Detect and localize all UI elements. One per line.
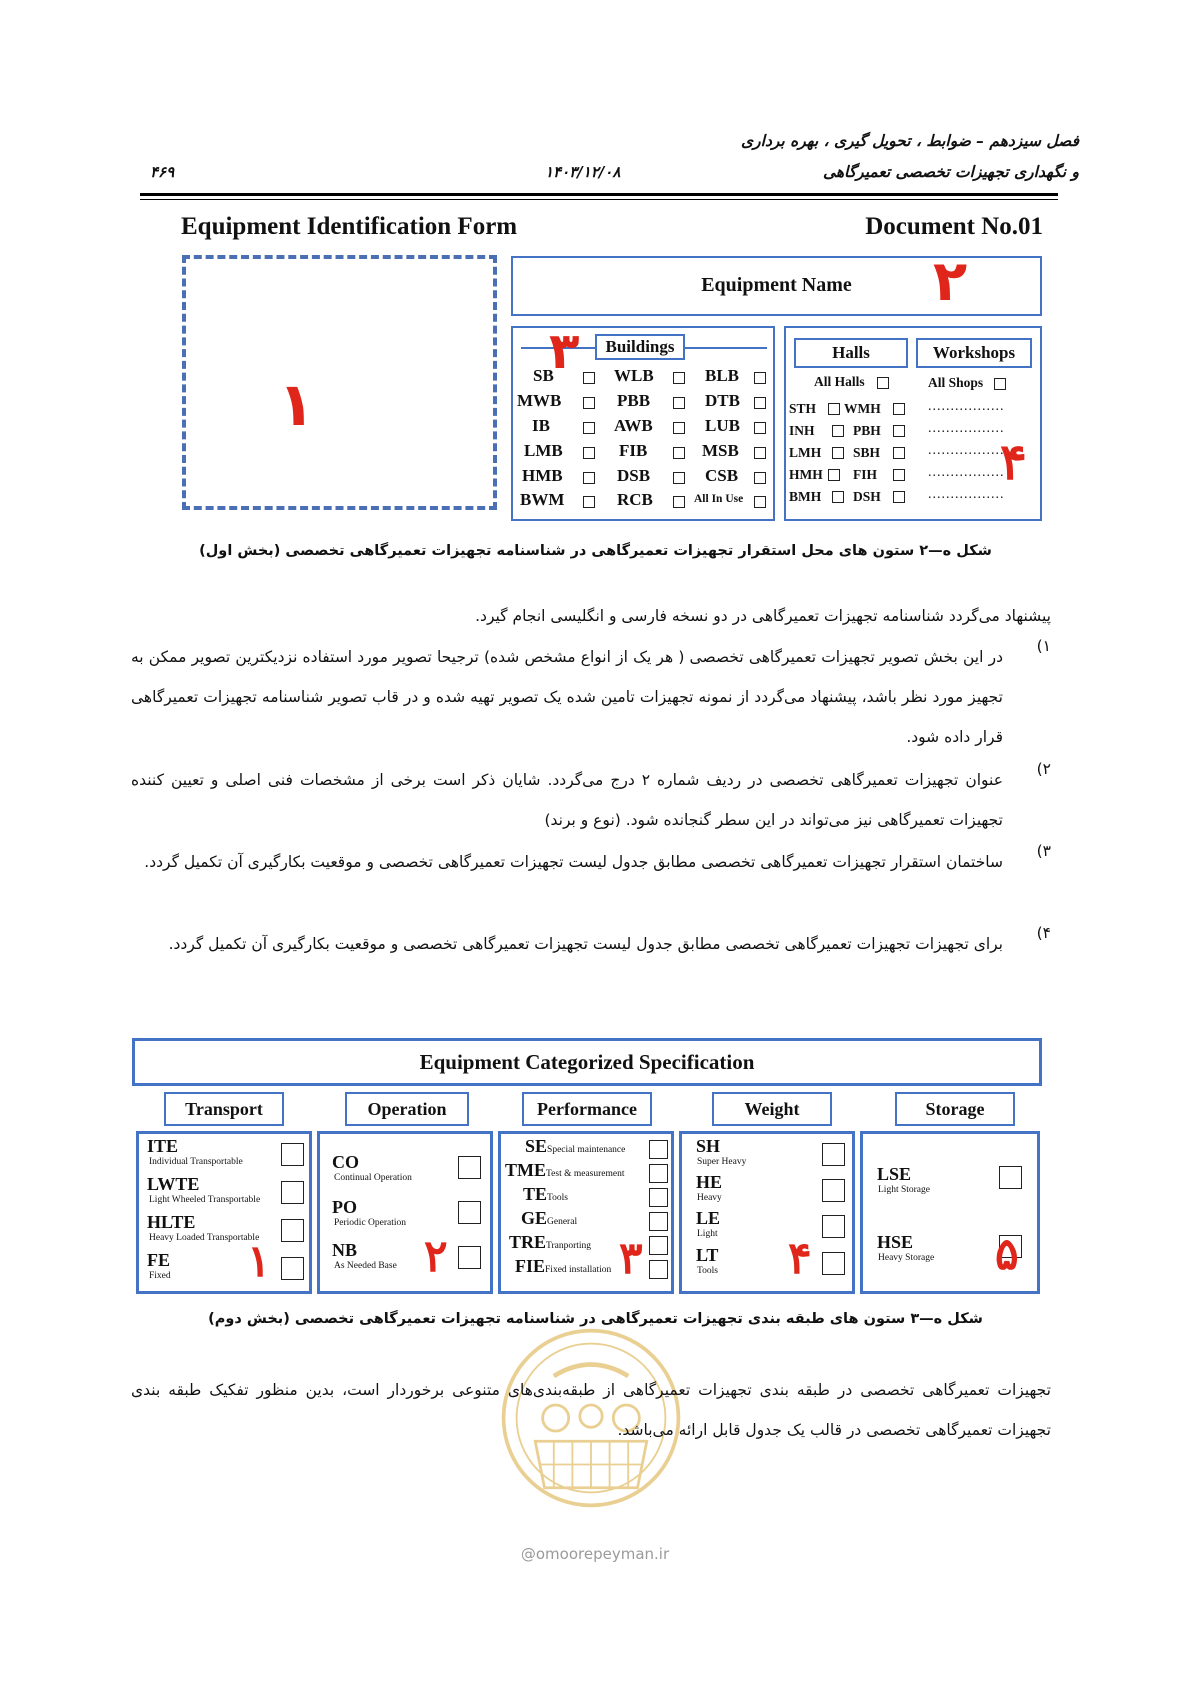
list-item-text: عنوان تجهیزات تعمیرگاهی تخصصی در ردیف شماره ۲ درج می‌گردد. شایان ذکر است برخی از مشخصات فنی اصلی و تعیین کننده تجهیزات تعمیرگاهی نیز می‌تواند در این سطر گنجانده شود. (نوع و برند) (131, 771, 1003, 829)
equipment-name-label: Equipment Name (701, 274, 852, 296)
marker-storage: ۵ (995, 1230, 1019, 1279)
hall-sbh-checkbox[interactable] (893, 447, 905, 459)
weight-box (679, 1131, 855, 1294)
all-shops: All Shops (928, 375, 984, 390)
checkbox-tme[interactable] (649, 1164, 668, 1183)
bld-dsb-checkbox[interactable] (673, 472, 685, 484)
code-lse: LSE (877, 1164, 912, 1184)
bld-pbb-checkbox[interactable] (673, 397, 685, 409)
desc-tre: Tranporting (546, 1241, 592, 1251)
desc-fie: Fixed installation (545, 1265, 612, 1275)
bld-ib: IB (532, 416, 550, 435)
code-fie: FIEFixed installation (515, 1256, 612, 1276)
tag-operation: Operation (345, 1092, 469, 1126)
checkbox-co[interactable] (458, 1156, 481, 1179)
hall-pbh-checkbox[interactable] (893, 425, 905, 437)
desc-lse: Light Storage (878, 1185, 930, 1195)
list-item-text: در این بخش تصویر تجهیزات تعمیرگاهی تخصصی ( هر یک از انواع مشخص شده) ترجیحا تصویر مورد استفاده نزدیکترین تصویر ممکن به تجهیز مورد نظر باشد، پیشنهاد می‌گردد از نمونه تجهیزات تامین شده یک تصویر تهیه شده و در قاب تصویر شناسنامه تجهیزات تعمیرگاهی قرار داده شود. (131, 648, 1003, 746)
code-le: LE (696, 1208, 721, 1228)
bld-msb: MSB (702, 441, 739, 460)
hall-dsh-checkbox[interactable] (893, 491, 905, 503)
workshop-line-4[interactable]: ................. (928, 465, 1005, 480)
code-te: TETools (523, 1184, 568, 1204)
desc-he: Heavy (697, 1193, 722, 1203)
hall-bmh-checkbox[interactable] (832, 491, 844, 503)
code-hlte: HLTE (147, 1212, 196, 1232)
spec-title: Equipment Categorized Specification (419, 1050, 755, 1074)
code-lwte: LWTE (147, 1174, 200, 1194)
code-fe: FE (147, 1250, 171, 1270)
bld-csb-checkbox[interactable] (754, 472, 766, 484)
list-item-text: ساختمان استقرار تجهیزات تعمیرگاهی تخصصی مطابق جدول لیست تجهیزات تعمیرگاهی تخصصی و موقعیت بکارگیری آن تکمیل گردد. (144, 853, 1003, 871)
code-lt: LT (696, 1245, 719, 1265)
desc-tme: Test & measurement (546, 1169, 625, 1179)
code-po: PO (332, 1197, 357, 1217)
bld-hmb-checkbox[interactable] (583, 472, 595, 484)
desc-sh: Super Heavy (697, 1157, 747, 1167)
workshop-line-2[interactable]: ................. (928, 421, 1005, 436)
workshops-tag: Workshops (916, 338, 1032, 368)
bld-pbb: PBB (617, 391, 651, 410)
marker-transport: ۱ (247, 1237, 271, 1286)
document-number: Document No.01 (865, 213, 1043, 240)
checkbox-fie[interactable] (649, 1260, 668, 1279)
list-item-number: ۲) (1036, 760, 1051, 778)
checkbox-lwte[interactable] (281, 1181, 304, 1204)
bld-ib-checkbox[interactable] (583, 422, 595, 434)
chapter-title-line1: فصل سیزدهم – ضوابط ، تحویل گیری ، بهره برداری (741, 132, 1079, 150)
bld-dsb: DSB (617, 466, 651, 485)
tag-weight: Weight (712, 1092, 832, 1126)
checkbox-sh[interactable] (822, 1143, 845, 1166)
storage-box (860, 1131, 1040, 1294)
intro-paragraph: پیشنهاد می‌گردد شناسنامه تجهیزات تعمیرگاهی در دو نسخه فارسی و انگلیسی انجام گیرد. (475, 607, 1051, 625)
desc-lwte: Light Wheeled Transportable (149, 1195, 261, 1205)
spec-title-box (132, 1038, 1042, 1086)
checkbox-hlte[interactable] (281, 1219, 304, 1242)
bld-fib-checkbox[interactable] (673, 447, 685, 459)
form-title: Equipment Identification Form (181, 213, 518, 240)
hall-sbh: SBH (853, 445, 881, 460)
bld-mwb-checkbox[interactable] (583, 397, 595, 409)
checkbox-tre[interactable] (649, 1236, 668, 1255)
desc-fe: Fixed (149, 1271, 171, 1281)
all-halls: All Halls (814, 374, 865, 389)
chapter-title-line2: و نگهداری تجهیزات تخصصی تعمیرگاهی (822, 163, 1079, 181)
list-item-4 (131, 924, 1051, 964)
bld-fib: FIB (619, 441, 648, 460)
list-item-2 (131, 760, 1051, 840)
desc-hlte: Heavy Loaded Transportable (149, 1233, 260, 1243)
desc-se: Special maintenance (547, 1145, 626, 1155)
hall-pbh: PBH (853, 423, 881, 438)
hall-bmh: BMH (789, 489, 822, 504)
checkbox-he[interactable] (822, 1179, 845, 1202)
code-co: CO (332, 1152, 359, 1172)
marker-operation: ۲ (424, 1232, 448, 1281)
list-item-3 (131, 842, 1051, 882)
performance-box (498, 1131, 674, 1294)
code-ge: GEGeneral (521, 1208, 578, 1228)
marker-2: ۲ (933, 249, 968, 314)
all-shops-checkbox[interactable] (994, 378, 1006, 390)
desc-nb: As Needed Base (334, 1261, 397, 1271)
operation-box (317, 1131, 493, 1294)
bld-all-in-use-checkbox[interactable] (754, 496, 766, 508)
list-item-text: برای تجهیزات تجهیزات تعمیرگاهی تخصصی مطابق جدول لیست تجهیزات تعمیرگاهی تخصصی و موقعیت بکارگیری آن تکمیل گردد. (168, 935, 1003, 953)
bld-rcb: RCB (617, 490, 653, 509)
desc-ite: Individual Transportable (149, 1157, 243, 1167)
desc-ge: General (547, 1217, 578, 1227)
header-rule (140, 193, 1058, 196)
all-halls-checkbox[interactable] (877, 377, 889, 389)
marker-1: ۱ (278, 370, 315, 440)
hall-hmh-checkbox[interactable] (828, 469, 840, 481)
code-he: HE (696, 1172, 723, 1192)
hall-dsh: DSH (853, 489, 881, 504)
hall-lmh-checkbox[interactable] (832, 447, 844, 459)
list-item-number: ۳) (1036, 842, 1051, 860)
bld-mwb: MWB (517, 391, 562, 410)
photo-frame (182, 255, 497, 510)
hall-sth: STH (789, 401, 817, 416)
checkbox-le[interactable] (822, 1215, 845, 1238)
hall-fih-checkbox[interactable] (893, 469, 905, 481)
tag-storage: Storage (895, 1092, 1015, 1126)
bld-wlb: WLB (614, 366, 654, 385)
hall-fih: FIH (853, 467, 878, 482)
code-sh: SH (696, 1136, 721, 1156)
checkbox-fe[interactable] (281, 1257, 304, 1280)
hall-lmh: LMH (789, 445, 822, 460)
bld-rcb-checkbox[interactable] (673, 496, 685, 508)
transport-box (136, 1131, 312, 1294)
workshop-line-5[interactable]: ................. (928, 487, 1005, 502)
hall-hmh: HMH (789, 467, 823, 482)
bld-sb-checkbox[interactable] (583, 372, 595, 384)
page-number: ۴۶۹ (150, 163, 175, 181)
bld-lmb: LMB (524, 441, 563, 460)
bld-bwm-checkbox[interactable] (583, 496, 595, 508)
bld-csb: CSB (705, 466, 739, 485)
desc-le: Light (697, 1229, 718, 1239)
marker-weight: ۴ (788, 1234, 812, 1283)
header-rule-thin (140, 199, 1058, 200)
bld-blb-checkbox[interactable] (754, 372, 766, 384)
desc-lt: Tools (697, 1266, 718, 1276)
bld-awb-checkbox[interactable] (673, 422, 685, 434)
figure-caption-1: شکل ه—۲ ستون های محل استقرار تجهیزات تعمیرگاهی در شناسنامه تجهیزات تعمیرگاهی تخصصی (بخش اول) (199, 543, 992, 559)
bld-lub-checkbox[interactable] (754, 422, 766, 434)
hall-inh: INH (789, 423, 815, 438)
bld-sb: SB (533, 366, 554, 385)
checkbox-nb[interactable] (458, 1246, 481, 1269)
bld-hmb: HMB (522, 466, 563, 485)
bld-awb: AWB (614, 416, 653, 435)
closing-paragraph: تجهیزات تعمیرگاهی تخصصی در طبقه بندی تجهیزات تعمیرگاهی از طبقه‌بندی‌های متنوعی برخوردار است، بدین منظور تفکیک طبقه بندی تجهیزات تعمیرگاهی تخصصی در قالب یک جدول قابل ارائه می‌باشد. (131, 1381, 1051, 1439)
marker-3: ۳ (549, 322, 580, 380)
code-hse: HSE (877, 1232, 914, 1252)
code-ite: ITE (147, 1136, 179, 1156)
hall-wmh-checkbox[interactable] (893, 403, 905, 415)
bld-all-in-use: All In Use (694, 493, 744, 505)
workshop-line-1[interactable]: ................. (928, 399, 1005, 414)
hall-sth-checkbox[interactable] (828, 403, 840, 415)
bld-dtb-checkbox[interactable] (754, 397, 766, 409)
checkbox-lt[interactable] (822, 1252, 845, 1275)
marker-4: ۴ (1000, 434, 1027, 490)
checkbox-ite[interactable] (281, 1143, 304, 1166)
figure-caption-2: شکل ه—۳ ستون های طبقه بندی تجهیزات تعمیرگاهی در شناسنامه تجهیزات تعمیرگاهی تخصصی (بخش دوم) (208, 1311, 983, 1327)
code-nb: NB (332, 1240, 358, 1260)
bld-lub: LUB (705, 416, 740, 435)
bld-dtb: DTB (705, 391, 740, 410)
desc-po: Periodic Operation (334, 1218, 407, 1228)
hall-wmh: WMH (844, 401, 881, 416)
code-se: SESpecial maintenance (525, 1136, 626, 1156)
list-item-number: ۱) (1036, 637, 1051, 655)
checkbox-se[interactable] (649, 1140, 668, 1159)
checkbox-te[interactable] (649, 1188, 668, 1207)
watermark-text: @omoorepeyman.ir (520, 1545, 670, 1563)
checkbox-ge[interactable] (649, 1212, 668, 1231)
hall-inh-checkbox[interactable] (832, 425, 844, 437)
marker-performance: ۳ (619, 1234, 643, 1283)
bld-wlb-checkbox[interactable] (673, 372, 685, 384)
desc-hse: Heavy Storage (878, 1253, 935, 1263)
tag-performance: Performance (522, 1092, 652, 1126)
bld-lmb-checkbox[interactable] (583, 447, 595, 459)
tag-transport: Transport (164, 1092, 284, 1126)
bld-blb: BLB (705, 366, 740, 385)
header-date: ۱۴۰۳/۱۲/۰۸ (545, 163, 621, 181)
checkbox-po[interactable] (458, 1201, 481, 1224)
equipment-name-box (511, 249, 1042, 316)
checkbox-lse[interactable] (999, 1166, 1022, 1189)
workshop-line-3[interactable]: ................. (928, 443, 1005, 458)
desc-te: Tools (547, 1193, 568, 1203)
code-tme: TMETest & measurement (505, 1160, 625, 1180)
bld-msb-checkbox[interactable] (754, 447, 766, 459)
code-tre: TRETranporting (509, 1232, 592, 1252)
list-item-number: ۴) (1036, 924, 1051, 942)
bld-bwm: BWM (520, 490, 565, 509)
halls-tag: Halls (794, 338, 908, 368)
buildings-tag: Buildings (595, 334, 685, 360)
list-item-1 (131, 637, 1051, 757)
desc-co: Continual Operation (334, 1173, 412, 1183)
